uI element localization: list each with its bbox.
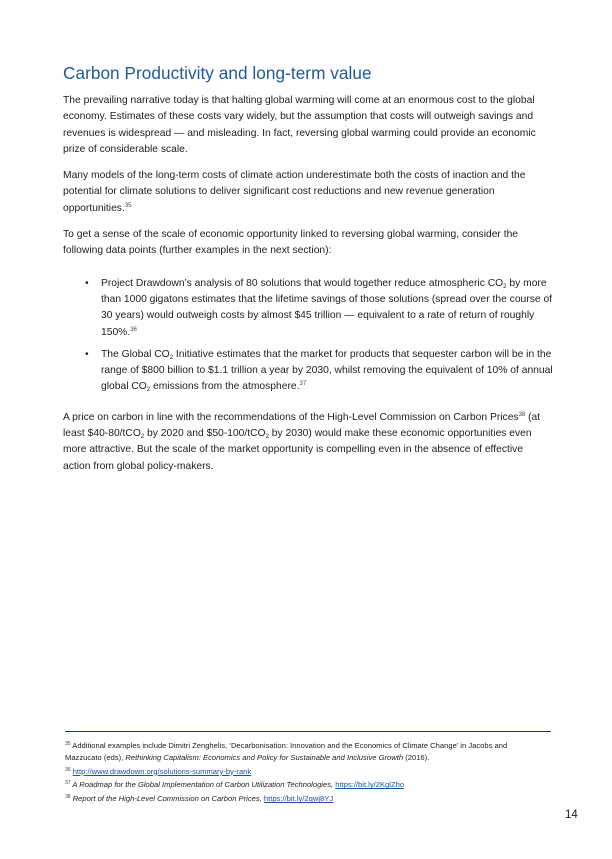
subscript: 2 xyxy=(146,387,151,394)
footnote-divider xyxy=(65,731,551,732)
footnotes xyxy=(65,740,545,807)
subscript: 2 xyxy=(265,434,269,441)
footnote-36 xyxy=(65,766,545,778)
paragraph-2 xyxy=(63,168,553,217)
paragraph-3: To get a sense of the scale of economic opportunity linked to reversing global warming, consider the following data points (further examples in the next section): xyxy=(63,229,519,257)
footnote-number: 35 xyxy=(65,741,71,747)
paragraph-4-text-c: by 2020 and $50-100/tCO xyxy=(144,428,266,440)
footnote-number: 38 xyxy=(65,794,71,801)
footnote-ref-36[interactable]: 36 xyxy=(130,326,137,333)
footnote-ref-35[interactable]: 35 xyxy=(124,202,132,209)
footnote-ref-37[interactable]: 37 xyxy=(299,381,307,388)
drawdown-link[interactable]: http://www.drawdown.org/solutions-summary-by-rank xyxy=(72,766,252,776)
footnote-number: 36 xyxy=(65,766,71,773)
bullet-marker: • xyxy=(85,348,89,360)
list-item xyxy=(63,276,553,341)
subscript: 2 xyxy=(503,283,507,290)
paragraph-4-text: A price on carbon in line with the recommendations of the High-Level Commission on Carbon Prices xyxy=(63,411,519,423)
paragraph-4-text-b: (at least $40-80/tCO xyxy=(63,411,541,440)
roadmap-link[interactable]: https://bit.ly/2KglZho xyxy=(335,780,405,790)
footnote-number: 37 xyxy=(65,780,71,787)
footnote-report-title: Report of the High-Level Commission on Carbon Prices, xyxy=(70,794,262,804)
footnote-37 xyxy=(65,779,545,791)
bullet-1-text-cont: by more than 1000 gigatons estimates that the lifetime savings of those solutions (spread over the course of 30 years) would outweigh costs by almost $45 trillion — equivalent to a rate of return of roughly 150%. xyxy=(101,277,553,338)
bullet-2-text: The Global CO xyxy=(101,348,170,360)
bullet-1-text: Project Drawdown’s analysis of 80 solutions that would together reduce atmospheric CO xyxy=(101,277,504,289)
section-heading: Carbon Productivity and long-term value xyxy=(63,63,372,83)
data-points-list xyxy=(63,276,553,396)
paragraph-2-text: Many models of the long-term costs of climate action underestimate both the costs of inaction and the potential for climate solutions to deliver significant cost reductions and new revenue generation opportunities. xyxy=(63,170,526,214)
bullet-2-text-end: emissions from the atmosphere. xyxy=(150,381,300,393)
paragraph-1: The prevailing narrative today is that halting global warming will come at an enormous cost to the global economy. Estimates of these costs vary widely, but the assumption that costs will outweigh savings and revenues is widespread — and misleading. In fact, reversing global warming could provide an economic prize of considerable scale. xyxy=(63,95,536,155)
paragraph-4-text-d: by 2030) would make these economic opportunities even more attractive. But the scale of the market opportunity is compelling even in the absence of effective action from global policy-makers. xyxy=(63,428,532,472)
footnote-38 xyxy=(65,793,545,805)
paragraph-4 xyxy=(63,410,553,475)
bullet-2-text-cont: Initiative estimates that the market for products that sequester carbon will be in the range of $800 billion to $1.1 trillion a year by 2030, whilst removing the equivalent of 10% of annual global CO xyxy=(101,348,553,393)
footnote-report-title: A Roadmap for the Global Implementation of Carbon Utilization Technologies, xyxy=(70,780,334,790)
page-number: 14 xyxy=(565,809,578,821)
footnote-text-end: (2016). xyxy=(403,752,430,762)
footnote-35 xyxy=(65,740,545,764)
list-item xyxy=(63,347,553,396)
footnote-book-title: Rethinking Capitalism: Economics and Policy for Sustainable and Inclusive Growth xyxy=(125,752,404,762)
subscript: 2 xyxy=(140,434,145,441)
footnote-text: Additional examples include Dimitri Zenghelis, ‘Decarbonisation: Innovation and the Economics of Climate Change’ in Jacobs and Mazzucato (eds), xyxy=(65,741,508,762)
carbon-prices-link[interactable]: https://bit.ly/2qwj8YJ xyxy=(263,794,334,804)
subscript: 2 xyxy=(169,354,174,361)
footnote-ref-38[interactable]: 38 xyxy=(518,411,526,418)
bullet-marker: • xyxy=(85,277,89,289)
body-text xyxy=(63,93,553,485)
